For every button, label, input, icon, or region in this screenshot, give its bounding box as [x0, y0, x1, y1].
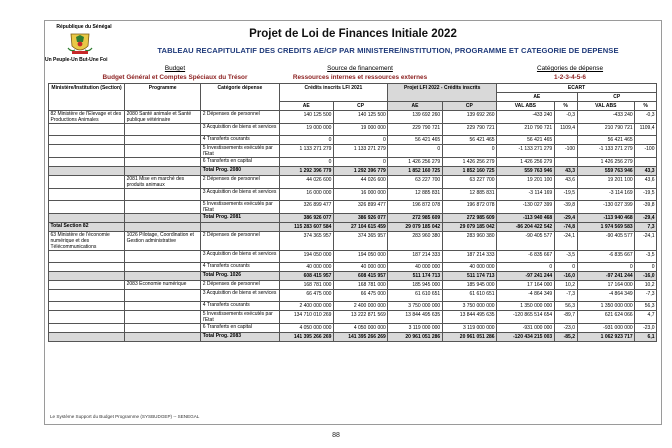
col-programme: Programme — [125, 84, 201, 111]
table-row — [49, 145, 657, 158]
table-cell — [125, 290, 201, 302]
source-label: Source de financement — [327, 65, 393, 72]
table-cell: -120 434 215 003 — [497, 333, 555, 342]
col-ecart: ECART — [497, 84, 657, 93]
table-cell — [125, 136, 201, 145]
budget-label: Budget — [164, 65, 186, 72]
table-cell: 6,1 — [635, 333, 657, 342]
table-cell: 56 421 465 — [388, 136, 442, 145]
table-cell: 168 781 000 — [279, 281, 333, 290]
table-row — [49, 302, 657, 311]
table-cell: 621 624 066 — [577, 311, 635, 324]
table-cell — [125, 333, 201, 342]
table-cell: 2 400 000 000 — [333, 302, 387, 311]
table-cell: -90 405 577 — [497, 232, 555, 251]
table-cell — [49, 201, 125, 214]
table-cell: 3 750 000 000 — [388, 302, 442, 311]
table-cell: -6 835 667 — [497, 251, 555, 263]
table-cell — [49, 167, 125, 176]
table-cell: -29,4 — [635, 214, 657, 223]
table-cell: 141 395 266 269 — [333, 333, 387, 342]
table-cell: 43,3 — [554, 167, 577, 176]
col-ae-valabs: VAL ABS — [497, 102, 555, 111]
table-cell: 40 000 000 — [388, 263, 442, 272]
table-cell — [49, 251, 125, 263]
table-cell: 6 Transferts en capital — [201, 324, 279, 333]
table-cell: -113 940 468 — [497, 214, 555, 223]
table-cell: 1 426 256 279 — [442, 158, 496, 167]
table-cell: -16,0 — [635, 272, 657, 281]
table-cell: 283 960 380 — [442, 232, 496, 251]
table-cell — [125, 167, 201, 176]
table-cell: -19,5 — [635, 189, 657, 201]
table-cell — [635, 158, 657, 167]
table-cell: 608 415 957 — [279, 272, 333, 281]
col-ecart-cp: CP — [577, 93, 656, 102]
table-cell — [125, 201, 201, 214]
table-cell: 283 960 380 — [388, 232, 442, 251]
table-cell: -19,5 — [554, 189, 577, 201]
table-row — [49, 232, 657, 251]
col-plfi2022-cp: CP — [442, 102, 496, 111]
table-cell: 386 926 077 — [333, 214, 387, 223]
table-cell: -29,4 — [554, 214, 577, 223]
table-cell: 19 201 100 — [497, 176, 555, 189]
categories-value: 1-2-3-4-5-6 — [554, 74, 586, 81]
table-row — [49, 201, 657, 214]
table-cell: 1 426 256 279 — [497, 158, 555, 167]
table-cell: 63 Ministère de l'économie numérique et des Télécommunications — [49, 232, 125, 251]
table-cell — [49, 124, 125, 136]
table-cell: 20 961 051 286 — [442, 333, 496, 342]
table-cell — [125, 214, 201, 223]
table-cell — [125, 263, 201, 272]
table-cell: 1 426 256 279 — [388, 158, 442, 167]
table-cell — [125, 124, 201, 136]
table-cell: 3 119 000 000 — [442, 324, 496, 333]
table-cell: -433 240 — [577, 111, 635, 124]
table-cell: -3,5 — [554, 251, 577, 263]
source-value: Ressources internes et ressources externes — [292, 74, 428, 81]
table-row — [49, 214, 657, 223]
table-cell: 6 Transferts en capital — [201, 158, 279, 167]
table-cell: -7,3 — [635, 290, 657, 302]
table-cell: 56 421 465 — [442, 136, 496, 145]
table-cell: 3 119 000 000 — [388, 324, 442, 333]
table-cell: 2 400 000 000 — [279, 302, 333, 311]
motto-label: Un Peuple-Un But-Une Foi — [45, 57, 108, 63]
document-page — [44, 20, 662, 425]
table-cell — [125, 302, 201, 311]
table-cell: 2080 Santé animale et Santé publique vétérinaire — [125, 111, 201, 124]
table-cell: -85,2 — [554, 333, 577, 342]
table-cell — [49, 189, 125, 201]
table-cell: 374 365 957 — [333, 232, 387, 251]
table-cell: 12 885 831 — [388, 189, 442, 201]
table-cell: 20 961 051 286 — [388, 333, 442, 342]
table-cell: 12 885 831 — [442, 189, 496, 201]
table-cell: 1 350 000 000 — [497, 302, 555, 311]
table-cell: 559 763 946 — [577, 167, 635, 176]
table-row — [49, 176, 657, 189]
table-row — [49, 281, 657, 290]
table-cell: 44 026 600 — [333, 176, 387, 189]
table-cell: 1109,4 — [554, 124, 577, 136]
table-cell: -4 864 349 — [497, 290, 555, 302]
table-cell: -113 940 468 — [577, 214, 635, 223]
table-cell: 194 050 000 — [333, 251, 387, 263]
table-cell: -23,0 — [635, 324, 657, 333]
table-cell: -90 405 577 — [577, 232, 635, 251]
table-cell: Total Prog. 1026 — [201, 272, 279, 281]
table-cell: -7,3 — [554, 290, 577, 302]
table-cell: Total Section 82 — [49, 223, 125, 232]
table-cell: 63 227 700 — [388, 176, 442, 189]
table-row — [49, 251, 657, 263]
col-ae-pct: % — [554, 102, 577, 111]
table-row — [49, 136, 657, 145]
table-cell: 56 421 465 — [497, 136, 555, 145]
col-cp-pct: % — [635, 102, 657, 111]
table-cell: 1 133 271 279 — [333, 145, 387, 158]
table-row — [49, 111, 657, 124]
table-cell: 511 174 713 — [442, 272, 496, 281]
table-cell: -24,1 — [554, 232, 577, 251]
table-cell: 5 Investissements exécutés par l'Etat — [201, 145, 279, 158]
table-cell: 44 026 600 — [279, 176, 333, 189]
table-cell — [49, 145, 125, 158]
table-row — [49, 290, 657, 302]
table-cell: 5 Investissements exécutés par l'Etat — [201, 201, 279, 214]
table-cell: 63 227 700 — [442, 176, 496, 189]
table-cell: 0 — [577, 263, 635, 272]
table-cell: 0 — [279, 158, 333, 167]
table-cell: 374 365 957 — [279, 232, 333, 251]
table-cell: 29 079 185 042 — [388, 223, 442, 232]
col-ministere: Ministère/Institution (Section) — [49, 84, 125, 111]
table-cell: 140 125 500 — [279, 111, 333, 124]
table-cell: 2 Dépenses de personnel — [201, 232, 279, 251]
table-cell: -89,7 — [554, 311, 577, 324]
table-cell: 3 Acquisition de biens et services — [201, 290, 279, 302]
table-cell: -0,3 — [554, 111, 577, 124]
table-cell: 61 610 651 — [442, 290, 496, 302]
table-cell: -130 027 399 — [577, 201, 635, 214]
col-lfi2021-cp: CP — [333, 102, 387, 111]
table-cell: 326 899 477 — [333, 201, 387, 214]
page-subtitle: TABLEAU RECAPITULATIF DES CREDITS AE/CP PAR MINISTERE/INSTITUTION, PROGRAMME ET CATEGORIE DE DEPENSE — [157, 46, 619, 55]
table-cell — [635, 136, 657, 145]
table-cell: 43,6 — [635, 176, 657, 189]
table-cell: 229 790 721 — [442, 124, 496, 136]
table-cell: 4 Transferts courants — [201, 136, 279, 145]
table-cell: 134 710 010 269 — [279, 311, 333, 324]
table-cell: 2 Dépenses de personnel — [201, 281, 279, 290]
table-cell: 1109,4 — [635, 124, 657, 136]
table-cell: 40 000 000 — [279, 263, 333, 272]
table-cell: -0,3 — [635, 111, 657, 124]
footer-text: Le Système Support du Budget Programme (SYSBUDGEP) -- SENEGAL — [50, 414, 200, 419]
table-cell: 4,7 — [635, 311, 657, 324]
table-cell: -97 241 244 — [497, 272, 555, 281]
table-cell: 1 133 271 279 — [279, 145, 333, 158]
table-cell: 5 Investissements exécutés par l'Etat — [201, 311, 279, 324]
table-cell: 511 174 713 — [388, 272, 442, 281]
table-cell: 2081 Mise en marché des produits animaux — [125, 176, 201, 189]
table-cell: Total Prog. 2080 — [201, 167, 279, 176]
table-cell: -3 114 169 — [577, 189, 635, 201]
table-cell: -3 114 169 — [497, 189, 555, 201]
table-cell: -74,8 — [554, 223, 577, 232]
col-plfi2022: Projet LFI 2022 - Crédits inscrits — [388, 84, 497, 102]
table-cell: 56 421 465 — [577, 136, 635, 145]
table-row — [49, 333, 657, 342]
table-cell: 0 — [554, 263, 577, 272]
table-cell: -86 204 422 542 — [497, 223, 555, 232]
table-cell — [49, 333, 125, 342]
table-cell: -433 240 — [497, 111, 555, 124]
table-cell: 13 222 871 569 — [333, 311, 387, 324]
table-cell: -23,0 — [554, 324, 577, 333]
table-cell — [49, 214, 125, 223]
table-cell: -6 835 667 — [577, 251, 635, 263]
table-cell: 559 763 946 — [497, 167, 555, 176]
table-cell: 19 201 100 — [577, 176, 635, 189]
table-cell: Total Prog. 2083 — [201, 333, 279, 342]
credits-table — [48, 83, 657, 342]
table-cell: 61 610 651 — [388, 290, 442, 302]
table-cell — [49, 281, 125, 290]
table-row — [49, 223, 657, 232]
republic-label: République du Sénégal — [56, 24, 112, 30]
col-lfi2021-ae: AE — [279, 102, 333, 111]
page-number: 88 — [332, 432, 340, 439]
col-lfi2021: Crédits inscrits LFI 2021 — [279, 84, 388, 102]
table-cell — [125, 145, 201, 158]
table-cell: -1 133 271 279 — [497, 145, 555, 158]
table-cell: 326 899 477 — [279, 201, 333, 214]
table-cell: 17 164 000 — [577, 281, 635, 290]
table-cell: -97 241 244 — [577, 272, 635, 281]
table-cell — [125, 158, 201, 167]
table-cell: 1 426 256 279 — [577, 158, 635, 167]
col-plfi2022-ae: AE — [388, 102, 442, 111]
table-cell — [554, 136, 577, 145]
table-cell — [554, 158, 577, 167]
table-cell: 56,3 — [635, 302, 657, 311]
table-cell: 3 Acquisition de biens et services — [201, 251, 279, 263]
table-row — [49, 167, 657, 176]
table-cell: 196 872 078 — [388, 201, 442, 214]
table-row — [49, 324, 657, 333]
table-cell: 139 692 260 — [388, 111, 442, 124]
table-cell: 0 — [388, 145, 442, 158]
table-cell: 1 292 396 779 — [333, 167, 387, 176]
table-cell: 4 Transferts courants — [201, 302, 279, 311]
table-cell: -39,8 — [635, 201, 657, 214]
table-cell: 3 Acquisition de biens et services — [201, 124, 279, 136]
table-cell: 0 — [333, 136, 387, 145]
table-cell: 194 050 000 — [279, 251, 333, 263]
table-cell: 0 — [635, 263, 657, 272]
table-cell: 139 692 260 — [442, 111, 496, 124]
table-cell: 1 852 160 725 — [442, 167, 496, 176]
table-cell — [125, 311, 201, 324]
table-cell: -39,8 — [554, 201, 577, 214]
col-cp-valabs: VAL ABS — [577, 102, 635, 111]
table-cell — [125, 272, 201, 281]
table-cell: 210 790 721 — [577, 124, 635, 136]
table-cell: 168 781 000 — [333, 281, 387, 290]
table-cell — [125, 251, 201, 263]
table-cell: 272 985 609 — [442, 214, 496, 223]
table-cell: 4 050 000 000 — [333, 324, 387, 333]
table-cell: 16 000 000 — [333, 189, 387, 201]
table-cell: 1 852 160 725 — [388, 167, 442, 176]
col-ecart-ae: AE — [497, 93, 577, 102]
table-cell: 10,2 — [635, 281, 657, 290]
table-cell — [49, 272, 125, 281]
table-cell — [49, 290, 125, 302]
table-cell — [49, 176, 125, 189]
table-cell: 0 — [442, 145, 496, 158]
table-cell: 7,3 — [635, 223, 657, 232]
table-row — [49, 263, 657, 272]
table-cell: 185 945 000 — [388, 281, 442, 290]
table-cell: 185 945 000 — [442, 281, 496, 290]
table-row — [49, 158, 657, 167]
table-cell: 3 Acquisition de biens et services — [201, 189, 279, 201]
table-cell: 66 475 000 — [333, 290, 387, 302]
table-cell: -3,5 — [635, 251, 657, 263]
table-cell: 1 350 000 000 — [577, 302, 635, 311]
table-cell: 4 Transferts courants — [201, 263, 279, 272]
table-cell — [125, 223, 201, 232]
table-cell — [49, 311, 125, 324]
table-cell: 56,3 — [554, 302, 577, 311]
table-cell — [49, 302, 125, 311]
table-cell — [125, 324, 201, 333]
table-cell: 1026 Pilotage, Coordination et Gestion administrative — [125, 232, 201, 251]
categories-label: Catégories de dépense — [536, 65, 604, 72]
table-cell — [49, 136, 125, 145]
table-cell: 0 — [497, 263, 555, 272]
table-cell: 608 415 957 — [333, 272, 387, 281]
table-row — [49, 189, 657, 201]
table-cell: 82 Ministère de l'Elevage et des Productions Animales — [49, 111, 125, 124]
table-cell: 66 475 000 — [279, 290, 333, 302]
table-row — [49, 124, 657, 136]
table-cell: 187 214 333 — [442, 251, 496, 263]
table-cell: -931 000 000 — [497, 324, 555, 333]
table-cell: 13 844 495 635 — [442, 311, 496, 324]
table-cell: 187 214 333 — [388, 251, 442, 263]
table-cell: -130 027 399 — [497, 201, 555, 214]
table-cell: 43,3 — [635, 167, 657, 176]
table-body — [49, 111, 657, 342]
table-cell: 16 000 000 — [279, 189, 333, 201]
table-cell: 27 104 615 459 — [333, 223, 387, 232]
table-cell — [49, 158, 125, 167]
table-row — [49, 272, 657, 281]
table-cell: 2083 Economie numérique — [125, 281, 201, 290]
table-cell: 272 985 609 — [388, 214, 442, 223]
table-cell — [201, 223, 279, 232]
table-cell: -4 864 349 — [577, 290, 635, 302]
table-cell — [49, 263, 125, 272]
table-cell: 2 Dépenses de personnel — [201, 176, 279, 189]
table-cell: -120 865 514 654 — [497, 311, 555, 324]
table-cell: -931 000 000 — [577, 324, 635, 333]
table-cell: 2 Dépenses de personnel — [201, 111, 279, 124]
table-cell: 1 974 569 583 — [577, 223, 635, 232]
page-title: Projet de Loi de Finances Initiale 2022 — [249, 28, 457, 40]
table-cell: -100 — [554, 145, 577, 158]
table-cell — [49, 324, 125, 333]
budget-value: Budget Général et Comptes Spéciaux du Trésor — [102, 74, 248, 81]
table-cell: -1 133 271 279 — [577, 145, 635, 158]
table-cell: 19 000 000 — [279, 124, 333, 136]
table-row — [49, 311, 657, 324]
table-cell: 196 872 078 — [442, 201, 496, 214]
table-cell: 40 000 000 — [333, 263, 387, 272]
table-cell: Total Prog. 2081 — [201, 214, 279, 223]
table-cell: 29 079 185 042 — [442, 223, 496, 232]
table-cell: 19 000 000 — [333, 124, 387, 136]
table-cell: 0 — [333, 158, 387, 167]
table-cell: 3 750 000 000 — [442, 302, 496, 311]
table-cell: 17 164 000 — [497, 281, 555, 290]
table-cell: 40 000 000 — [442, 263, 496, 272]
table-cell: -16,0 — [554, 272, 577, 281]
table-cell: 210 790 721 — [497, 124, 555, 136]
table-cell — [125, 189, 201, 201]
col-categorie: Catégorie dépense — [201, 84, 279, 111]
table-cell: 10,2 — [554, 281, 577, 290]
table-cell: 43,6 — [554, 176, 577, 189]
table-cell: -100 — [635, 145, 657, 158]
table-cell: 0 — [279, 136, 333, 145]
table-cell: 4 050 000 000 — [279, 324, 333, 333]
table-cell: 229 790 721 — [388, 124, 442, 136]
table-cell: 1 062 923 717 — [577, 333, 635, 342]
table-cell: 115 283 607 584 — [279, 223, 333, 232]
table-cell: 386 926 077 — [279, 214, 333, 223]
table-cell: 1 292 396 779 — [279, 167, 333, 176]
table-cell: 140 125 500 — [333, 111, 387, 124]
table-cell: 13 844 495 635 — [388, 311, 442, 324]
table-cell: -24,1 — [635, 232, 657, 251]
table-cell: 141 395 266 269 — [279, 333, 333, 342]
